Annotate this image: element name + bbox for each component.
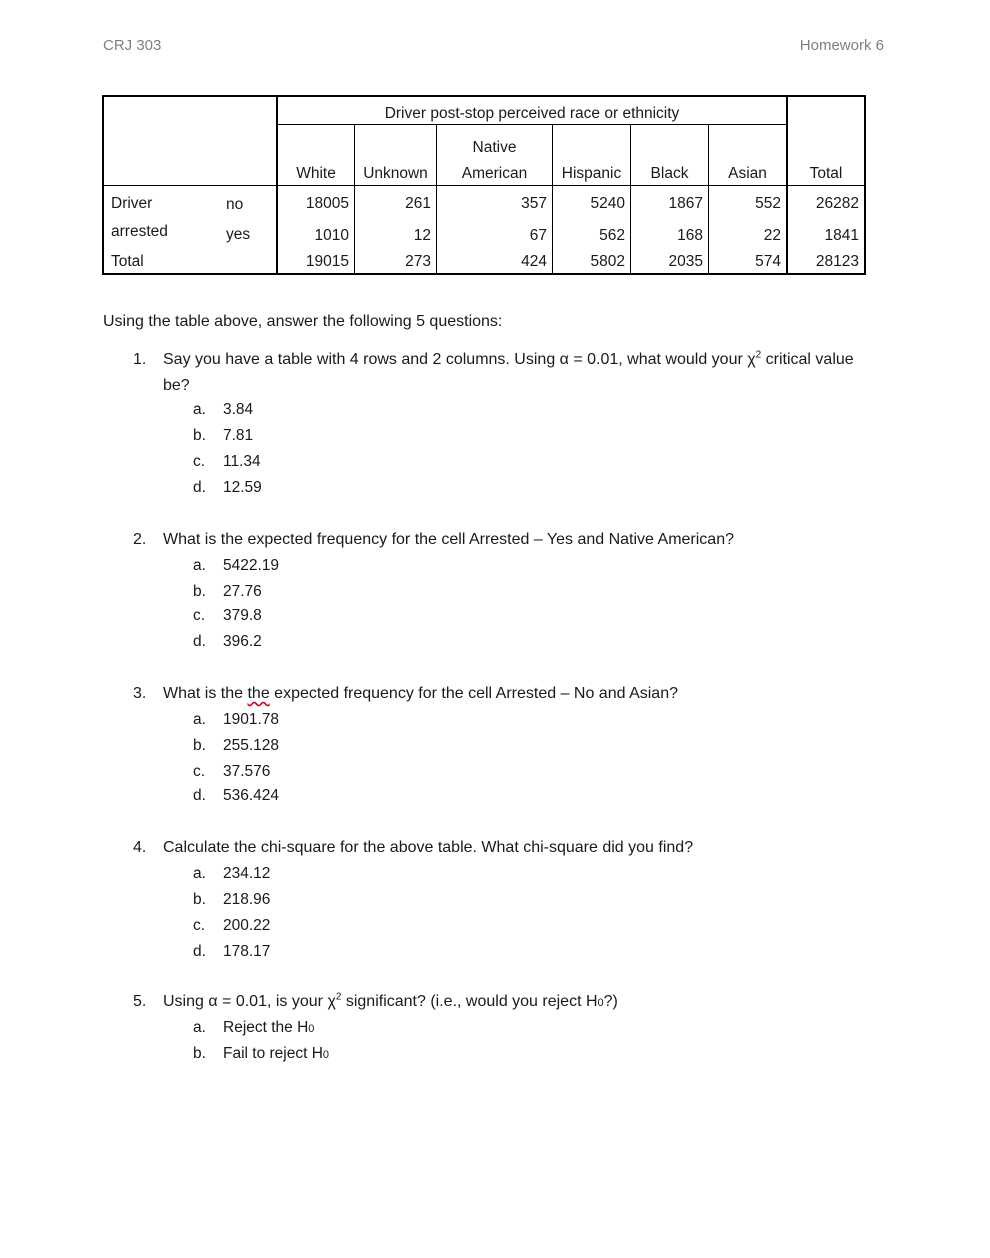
question-number: 5. [133, 993, 147, 1010]
option-letter: a. [193, 1019, 206, 1036]
option-letter: a. [193, 711, 206, 728]
option-text: 396.2 [223, 633, 262, 650]
cell-total-unknown: 273 [405, 253, 431, 270]
col-header-total: Total [809, 165, 843, 182]
option-letter: b. [193, 1045, 206, 1062]
option-letter: d. [193, 633, 206, 650]
cell-yes-asian: 22 [763, 227, 781, 244]
option-letter: c. [193, 607, 206, 624]
cell-total-hispanic: 5802 [590, 253, 625, 270]
cell-yes-native: 67 [529, 227, 547, 244]
option-letter: d. [193, 479, 206, 496]
option-text: Reject the H0 [223, 1019, 315, 1036]
col-header-hispanic: Hispanic [561, 165, 622, 182]
cell-no-asian: 552 [755, 195, 781, 212]
option-text: 3.84 [223, 401, 254, 418]
cell-total-native: 424 [521, 253, 547, 270]
question-text: What is the the expected frequency for the cell Arrested – No and Asian? [163, 685, 678, 702]
table-line-group-header [276, 124, 787, 125]
question-text: What is the expected frequency for the cell Arrested – Yes and Native American? [163, 531, 734, 548]
option-text: 37.576 [223, 763, 271, 780]
col-header-asian: Asian [728, 165, 767, 182]
cell-total-grand: 28123 [815, 253, 859, 270]
question-number: 4. [133, 839, 147, 856]
option-text: 178.17 [223, 943, 271, 960]
option-letter: d. [193, 943, 206, 960]
option-text: 379.8 [223, 607, 262, 624]
cell-no-white: 18005 [305, 195, 349, 212]
row-label-arrested: arrested [111, 223, 168, 240]
group-header: Driver post-stop perceived race or ethnicity [384, 105, 680, 122]
question-text: Say you have a table with 4 rows and 2 columns. Using α = 0.01, what would your $\chi^2$ critical value [163, 349, 854, 368]
option-text: 1901.78 [223, 711, 280, 728]
question-text: Calculate the chi-square for the above table. What chi-square did you find? [163, 839, 694, 856]
option-letter: b. [193, 737, 206, 754]
col-header-black: Black [650, 165, 689, 182]
cell-no-black: 1867 [668, 195, 703, 212]
option-letter: b. [193, 583, 206, 600]
question-text-continued: be? [163, 377, 190, 394]
row-sublabel-yes: yes [226, 226, 251, 243]
question-number: 3. [133, 685, 147, 702]
option-letter: a. [193, 557, 206, 574]
option-text: 27.76 [223, 583, 262, 600]
cell-yes-hispanic: 562 [599, 227, 625, 244]
option-text: 255.128 [223, 737, 280, 754]
option-letter: b. [193, 427, 206, 444]
course-code: CRJ 303 [103, 37, 162, 54]
option-letter: a. [193, 865, 206, 882]
cell-total-asian: 574 [755, 253, 781, 270]
option-text: 536.424 [223, 787, 280, 804]
option-letter: c. [193, 917, 206, 934]
table-line-header-bottom [102, 185, 866, 186]
cell-yes-total: 1841 [824, 227, 859, 244]
cell-no-hispanic: 5240 [590, 195, 625, 212]
cell-no-total: 26282 [815, 195, 859, 212]
option-letter: c. [193, 763, 206, 780]
option-text: 5422.19 [223, 557, 280, 574]
option-letter: c. [193, 453, 206, 470]
option-text: 7.81 [223, 427, 254, 444]
row-label-driver: Driver [111, 195, 153, 212]
option-letter: b. [193, 891, 206, 908]
option-letter: a. [193, 401, 206, 418]
cell-yes-white: 1010 [314, 227, 349, 244]
col-header-native-line1: Native [472, 139, 517, 156]
option-text: 11.34 [223, 453, 261, 470]
option-text: 12.59 [223, 479, 262, 496]
cell-total-black: 2035 [668, 253, 703, 270]
cell-no-unknown: 261 [405, 195, 431, 212]
option-text: 200.22 [223, 917, 271, 934]
table-border-top [102, 95, 866, 97]
row-sublabel-no: no [226, 196, 244, 213]
col-header-white: White [296, 165, 336, 182]
option-text: Fail to reject H0 [223, 1045, 330, 1062]
cell-total-white: 19015 [305, 253, 349, 270]
col-header-native-american: American [461, 165, 528, 182]
question-number: 1. [133, 351, 147, 368]
question-text: Using α = 0.01, is your $\chi^2$ significant? (i.e., would you reject H0?) [163, 991, 618, 1010]
spellcheck-flagged-word: the [247, 685, 270, 702]
option-text: 234.12 [223, 865, 271, 882]
col-header-unknown: Unknown [363, 165, 428, 182]
question-number: 2. [133, 531, 147, 548]
instructions: Using the table above, answer the following 5 questions: [103, 313, 503, 330]
table-border-bottom [102, 273, 866, 275]
cell-yes-unknown: 12 [413, 227, 431, 244]
option-text: 218.96 [223, 891, 271, 908]
cell-no-native: 357 [521, 195, 547, 212]
cell-yes-black: 168 [677, 227, 703, 244]
assignment-title: Homework 6 [799, 37, 884, 54]
option-letter: d. [193, 787, 206, 804]
row-label-total: Total [111, 253, 144, 270]
